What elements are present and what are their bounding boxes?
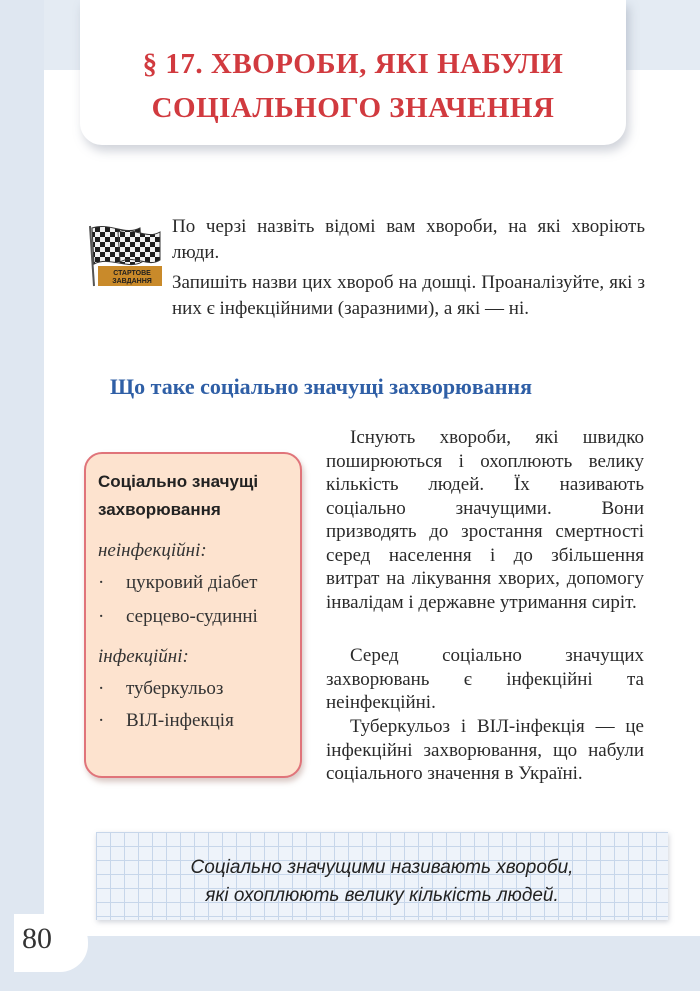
list-item-label: серцево-судинні (126, 606, 258, 627)
bullet-icon: · (98, 710, 105, 731)
intro-paragraph-1: По черзі назвіть відомі вам хвороби, на які хворіють люди. (172, 216, 645, 263)
list-item (98, 710, 234, 732)
body-paragraph-2 (326, 644, 644, 715)
body-paragraph-1 (326, 426, 644, 614)
list-item-label: цукровий діабет (126, 572, 258, 593)
start-task-badge-text: СТАРТОВЕ ЗАВДАННЯ (112, 270, 152, 285)
bullet-icon: · (98, 678, 105, 699)
body-paragraph-2-text: Серед соціально значущих захворювань є інфекційні та неінфекційні. (326, 645, 644, 713)
body-paragraph-3-text: Туберкульоз і ВІЛ-інфекція — це інфекційні захворювання, що набули соціального значення в Україні. (326, 716, 644, 784)
list-item (98, 572, 258, 594)
list-item-label: туберкульоз (126, 678, 224, 699)
chapter-title-line1: § 17. ХВОРОБИ, ЯКІ НАБУЛИ (142, 48, 564, 80)
list-item (98, 678, 223, 700)
bottom-band (0, 936, 700, 991)
bullet-icon: · (98, 572, 105, 593)
category-infectious: інфекційні: (98, 646, 189, 667)
section-title: Що таке соціально значущі захворювання (110, 374, 533, 399)
list-item-label: ВІЛ-інфекція (126, 710, 234, 731)
chapter-title-line2: СОЦІАЛЬНОГО ЗНАЧЕННЯ (151, 92, 555, 124)
body-paragraph-3 (326, 715, 644, 786)
category-noninfectious: неінфекційні: (98, 540, 207, 561)
list-item (98, 606, 258, 628)
definition-line-2: які охоплюють велику кількість людей. (205, 885, 559, 906)
page-number: 80 (22, 922, 52, 955)
info-box-title: Соціально значущі захворювання (98, 472, 259, 519)
bullet-icon: · (98, 606, 105, 627)
intro-paragraph-2: Запишіть назви цих хвороб на дошці. Проаналізуйте, які з них є інфекційними (заразними), а які — ні. (172, 272, 645, 319)
body-paragraph-1-text: Існують хвороби, які швидко поширюються і охоплюють велику кількість людей. Їх називають соціально значущими. Вони призводять до зростання смертності серед населення і до збільшення витрат на лікування хворих, допомогу інвалідам і державне утримання сиріт. (326, 427, 644, 613)
left-margin-strip (0, 0, 44, 991)
definition-line-1: Соціально значущими називають хвороби, (190, 857, 574, 878)
